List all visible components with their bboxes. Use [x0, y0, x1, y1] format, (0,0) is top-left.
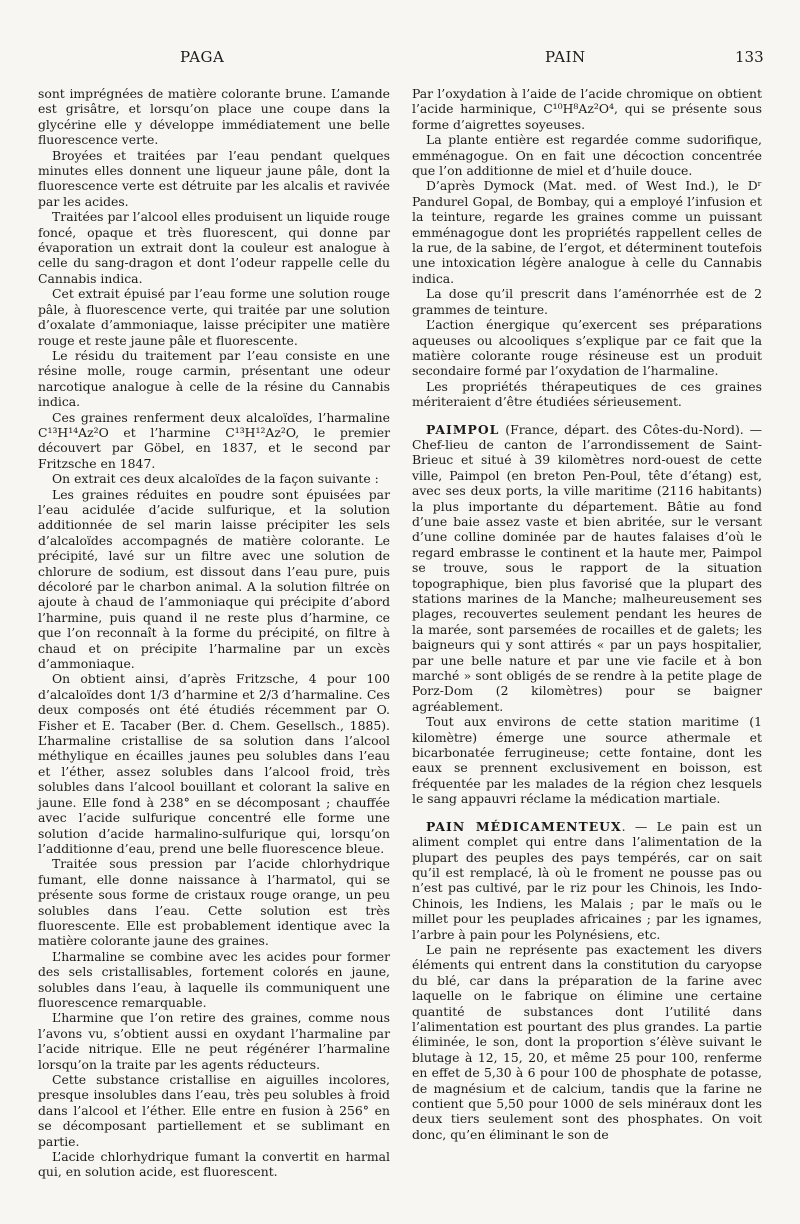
paragraph: Cette substance cristallise en aiguilles incolores, presque insolubles dans l’eau, très peu solubles à froid dans l’alcool et l’éther. Elle entre en fusion à 256° en se décomposant partiellement et se sublimant en partie.	[38, 1072, 390, 1149]
paragraph: La dose qu’il prescrit dans l’aménorrhée est de 2 grammes de teinture.	[412, 286, 762, 317]
page-number: 133	[735, 48, 764, 66]
paragraph: Traitées par l’alcool elles produisent un liquide rouge foncé, opaque et très fluorescent, qui donne par évaporation un extrait dont la couleur est analogue à celle du sang-dragon et dont l’odeur rappelle celle du Cannabis indica.	[38, 209, 390, 286]
paragraph: Par l’oxydation à l’aide de l’acide chromique on obtient l’acide harminique, C¹⁰H⁸Az²O⁴, qui se présente sous forme d’aigrettes soyeuses.	[412, 86, 762, 132]
entry-text: (France, départ. des Côtes-du-Nord). — Chef-lieu de canton de l’arrondissement de Saint-Brieuc et situé à 39 kilomètres nord-ouest de cette ville, Paimpol (en breton Pen-Poul, tête d’étang) est, avec ses deux ports, la ville maritime (2116 habitants) la plus importante du département. Bâtie au fond d’une baie assez vaste et bien abritée, sur le versant d’une colline dominée par de hautes falaises d’où le regard embrasse le continent et la haute mer, Paimpol se trouve, sous le rapport de la situation topographique, bien plus favorisé que la plupart des stations marines de la Manche; malheureusement ses plages, recouvertes seulement pendant les heures de la marée, sont parsemées de rocailles et de galets; les baigneurs qui y sont attirés « par un pays hospitalier, par une belle nature et par une vie facile et à bon marché » sont obligés de se rendre à la petite plage de Porz-Dom (2 kilomètres) pour se baigner agréablement.	[412, 421, 762, 714]
paragraph: On obtient ainsi, d’après Fritzsche, 4 pour 100 d’alcaloïdes dont 1/3 d’harmine et 2/3 d’harmaline. Ces deux composés ont été étudiés récemment par O. Fisher et E. Tacaber (Ber. d. Chem. Gesellsch., 1885). L’harmaline cristallise de sa solution dans l’alcool méthylique en écailles jaunes peu solubles dans l’eau et l’éther, assez solubles dans l’alcool froid, très solubles dans l’alcool bouillant et colorant la salive en jaune. Elle fond à 238° en se décomposant ; chauffée avec l’acide sulfurique concentré elle forme une solution d’acide harmalino-sulfurique qui, lorsqu’on l’additionne d’eau, prend une belle fluorescence bleue.	[38, 671, 390, 856]
paragraph: Broyées et traitées par l’eau pendant quelques minutes elles donnent une liqueur jaune pâle, dont la fluorescence verte est détruite par les alcalis et ravivée par les acides.	[38, 147, 390, 209]
paragraph: sont imprégnées de matière colorante brune. L’amande est grisâtre, et lorsqu’on place une coupe dans la glycérine elle y développe immédiatement une belle fluorescence verte.	[38, 86, 390, 148]
paragraph: L’harmine que l’on retire des graines, comme nous l’avons vu, s’obtient aussi en oxydant l’harmaline par l’acide nitrique. Elle ne peut régénérer l’harmaline lorsqu’on la traite par les agents réducteurs.	[38, 1010, 390, 1072]
running-head-left: PAGA	[180, 48, 225, 66]
paragraph: L’action énergique qu’exercent ses préparations aqueuses ou alcooliques s’explique par ce fait que la matière colorante rouge résineuse est un produit secondaire formé par l’oxydation de l’harmaline.	[412, 317, 762, 379]
running-head-center: PAIN	[545, 48, 586, 66]
left-column	[38, 86, 390, 1180]
paragraph: L’harmaline se combine avec les acides pour former des sels cristallisables, fortement colorés en jaune, solubles dans l’eau, à laquelle ils communiquent une fluorescence remarquable.	[38, 948, 390, 1010]
entry-heading-pain: PAIN MÉDICAMENTEUX	[426, 818, 622, 834]
paragraph: L’acide chlorhydrique fumant la convertit en harmal qui, en solution acide, est fluorescent.	[38, 1149, 390, 1180]
entry-paimpol	[412, 422, 762, 715]
entry-text: . — Le pain est un aliment complet qui entre dans l’alimentation de la plupart des peuples des pays tempérés, car on sait qu’il est remplacé, là où le froment ne pousse pas ou n’est pas cultivé, par le riz pour les Chinois, les Indo-Chinois, les Indiens, les Malais ; par le maïs ou le millet pour les peuplades africaines ; par les ignames, l’arbre à pain pour les Polynésiens, etc.	[412, 818, 762, 942]
paragraph: D’après Dymock (Mat. med. of West Ind.), le Dʳ Pandurel Gopal, de Bombay, qui a employé l’infusion et la teinture, regarde les graines comme un puissant emménagogue dont les propriétés rappellent celles de la rue, de la sabine, de l’ergot, et déterminent toutefois une intoxication légère analogue à celle du Cannabis indica.	[412, 178, 762, 286]
entry-heading-paimpol: PAIMPOL	[426, 421, 500, 437]
entry-pain-medicamenteux	[412, 819, 762, 942]
paragraph: Les propriétés thérapeutiques de ces graines mériteraient d’être étudiées sérieusement.	[412, 378, 762, 410]
paragraph: On extrait ces deux alcaloïdes de la façon suivante :	[52, 471, 379, 487]
right-column	[412, 86, 762, 1142]
paragraph: Les graines réduites en poudre sont épuisées par l’eau acidulée d’acide sulfurique, et la solution additionnée de sel marin laisse précipiter les sels d’alcaloïdes accompagnés de matière colorante. Le précipité, lavé sur un filtre avec une solution de chlorure de sodium, est dissout dans l’eau pure, puis décoloré par le charbon animal. A la solution filtrée on ajoute à chaud de l’ammoniaque qui précipite d’abord l’harmine, puis quand il ne reste plus d’harmine, ce que l’on reconnaît à la forme du précipité, on filtre à chaud et on précipite l’harmaline par un excès d’ammoniaque.	[38, 486, 390, 672]
paragraph: Cet extrait épuisé par l’eau forme une solution rouge pâle, à fluorescence verte, qui traitée par une solution d’oxalate d’ammoniaque, laisse précipiter une matière rouge et reste jaune pâle et fluorescente.	[38, 286, 390, 348]
paragraph: Le résidu du traitement par l’eau consiste en une résine molle, rouge carmin, présentant une odeur narcotique analogue à celle de la résine du Cannabis indica.	[38, 347, 390, 410]
paragraph: Ces graines renferment deux alcaloïdes, l’harmaline C¹³H¹⁴Az²O et l’harmine C¹³H¹²Az²O, le premier découvert par Göbel, en 1837, et le second par Fritzsche en 1847.	[38, 409, 390, 471]
page-header	[0, 48, 800, 72]
paragraph: Traitée sous pression par l’acide chlorhydrique fumant, elle donne naissance à l’harmatol, qui se présente sous forme de cristaux rouge orange, un peu solubles dans l’eau. Cette solution est très fluorescente. Elle est probablement identique avec la matière colorante jaune des graines.	[38, 856, 390, 949]
paragraph: La plante entière est regardée comme sudorifique, emménagogue. On en fait une décoction concentrée que l’on additionne de miel et d’huile douce.	[412, 132, 762, 179]
paragraph: Tout aux environs de cette station maritime (1 kilomètre) émerge une source athermale et bicarbonatée ferrugineuse; cette fontaine, dont les eaux se prennent exclusivement en boisson, est fréquentée par les malades de la région chez lesquels le sang appauvri réclame la médication martiale.	[412, 714, 762, 807]
paragraph: Le pain ne représente pas exactement les divers éléments qui entrent dans la constitution du caryopse du blé, car dans la préparation de la farine avec laquelle on le fabrique on élimine une certaine quantité de substances dont l’utilité dans l’alimentation est pourtant des plus grandes. La partie éliminée, le son, dont la proportion s’élève suivant le blutage à 12, 15, 20, et même 25 pour 100, renferme en effet de 5,30 à 6 pour 100 de phosphate de potasse, de magnésium et de calcium, tandis que la farine ne contient que 5,50 pour 1000 de sels minéraux dont les deux tiers seulement sont des phosphates. On voit donc, qu’en éliminant le son de	[412, 941, 762, 1142]
